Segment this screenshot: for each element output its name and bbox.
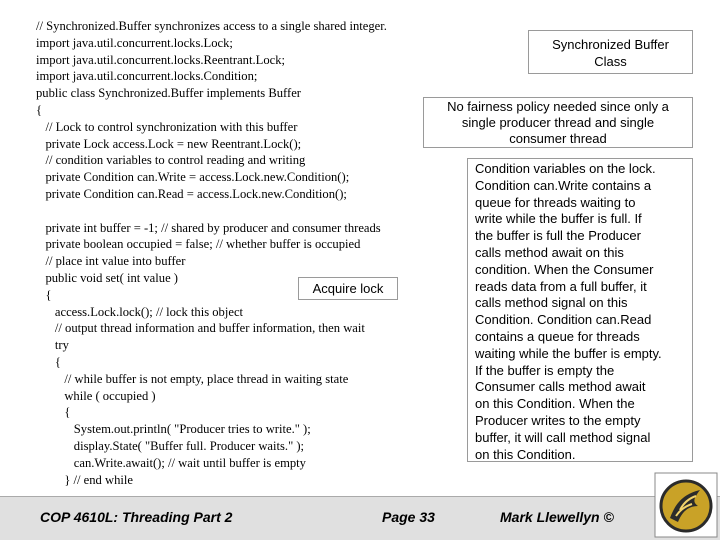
condition-line: reads data from a full buffer, it: [475, 278, 647, 294]
code-line: {: [36, 102, 43, 117]
footer-author: Mark Llewellyn ©: [500, 509, 614, 525]
condition-line: buffer, it will call method signal: [475, 429, 651, 445]
code-line: public class Synchronized.Buffer implements Buffer: [36, 86, 301, 101]
code-line: {: [36, 405, 71, 420]
code-listing: [36, 18, 436, 488]
code-line: {: [36, 287, 52, 302]
code-line: import java.util.concurrent.locks.Lock;: [36, 35, 233, 50]
condition-line: Condition. Condition can.Read: [475, 312, 652, 328]
code-line: // condition variables to control reading and writing: [36, 153, 306, 168]
footer-course: COP 4610L: Threading Part 2: [40, 509, 233, 525]
code-line: import java.util.concurrent.locks.Condition;: [36, 69, 258, 84]
code-line: {: [36, 354, 61, 369]
ucf-pegasus-logo-icon: [654, 472, 718, 538]
code-line: display.State( "Buffer full. Producer waits." );: [36, 438, 305, 453]
condition-line: the buffer is full the Producer: [475, 228, 641, 244]
code-line: can.Write.await(); // wait until buffer is empty: [36, 455, 306, 470]
code-line: // place int value into buffer: [36, 254, 186, 269]
code-line: // Lock to control synchronization with this buffer: [36, 119, 298, 134]
fairness-line-2: single producer thread and single: [461, 115, 655, 130]
footer-bar: [0, 496, 720, 540]
fairness-callout: [423, 97, 693, 148]
condition-line: calls method await on this: [475, 244, 624, 260]
code-line: private boolean occupied = false; // whether buffer is occupied: [36, 237, 361, 252]
condition-line: queue for threads waiting to: [475, 194, 636, 210]
footer-page-number: Page 33: [382, 509, 435, 525]
condition-line: Condition variables on the lock.: [475, 161, 656, 176]
code-line: System.out.println( "Producer tries to write." );: [36, 422, 311, 437]
condition-line: Producer writes to the empty: [475, 412, 641, 428]
condition-line: Condition can.Write contains a: [475, 177, 652, 193]
condition-line: calls method signal on this: [475, 295, 628, 311]
fairness-line-3: consumer thread: [509, 131, 607, 146]
code-line: [36, 203, 436, 220]
condition-line: condition. When the Consumer: [475, 261, 654, 277]
code-line: public void set( int value ): [36, 270, 178, 285]
code-line: private Lock access.Lock = new Reentrant.Lock();: [36, 136, 302, 151]
condition-callout: [467, 158, 693, 462]
class-title-line-2: Class: [594, 54, 627, 69]
condition-line: write while the buffer is full. If: [475, 211, 642, 227]
condition-line: on this Condition.: [475, 446, 576, 462]
code-line: private int buffer = -1; // shared by producer and consumer threads: [36, 220, 381, 235]
condition-line: If the buffer is empty the: [475, 362, 615, 378]
code-line: private Condition can.Read = access.Lock.new.Condition();: [36, 186, 347, 201]
code-line: access.Lock.lock(); // lock this object: [36, 304, 244, 319]
code-line: } // end while: [36, 472, 133, 487]
code-line: private Condition can.Write = access.Lock.new.Condition();: [36, 170, 350, 185]
code-line: // while buffer is not empty, place thread in waiting state: [36, 371, 349, 386]
code-line: // Synchronized.Buffer synchronizes access to a single shared integer.: [36, 19, 387, 33]
acquire-lock-callout: Acquire lock: [298, 277, 398, 300]
code-line: try: [36, 338, 69, 353]
fairness-line-1: No fairness policy needed since only a: [447, 99, 669, 114]
code-line: while ( occupied ): [36, 388, 156, 403]
code-line: import java.util.concurrent.locks.Reentrant.Lock;: [36, 52, 285, 67]
condition-line: contains a queue for threads: [475, 328, 640, 344]
condition-line: on this Condition. When the: [475, 396, 635, 412]
condition-line: waiting while the buffer is empty.: [475, 345, 662, 361]
class-title-line-1: Synchronized Buffer: [552, 37, 669, 52]
condition-line: Consumer calls method await: [475, 379, 646, 395]
code-line: // output thread information and buffer information, then wait: [36, 321, 365, 336]
class-title-callout: [528, 30, 693, 74]
